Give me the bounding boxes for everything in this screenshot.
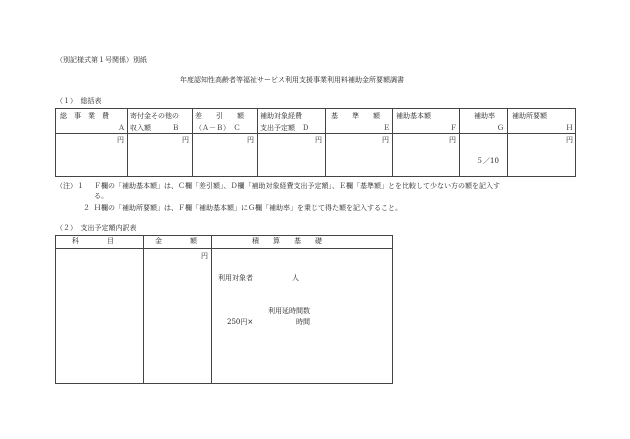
hours-label: 利用延時間数 xyxy=(268,307,310,315)
col-header-basis: 積 算 基 礎 xyxy=(252,237,322,245)
col-header-item: 科 目 xyxy=(72,237,114,245)
unit-base: 円 xyxy=(449,136,456,144)
section1-heading: （１） 総括表 xyxy=(56,97,102,105)
unit-donation: 円 xyxy=(182,136,189,144)
unit-eligible: 円 xyxy=(315,136,322,144)
note1-text-cont: る。 xyxy=(94,192,108,200)
note1-label: （注）１ xyxy=(56,182,84,190)
document-title: 年度認知性高齢者等福祉サービス利用支援事業利用料補助金所要額調書 xyxy=(180,76,404,84)
section2-heading: （２） 支出予定額内訳表 xyxy=(56,224,137,232)
users-label: 利用対象者 xyxy=(218,274,253,282)
note2-text: Ｈ欄の「補助所要額」は、Ｆ欄「補助基本額」にＧ欄「補助率」を乗じて得た額を記入すること。 xyxy=(94,204,402,212)
unit-amount: 円 xyxy=(201,252,208,260)
form-reference: （別記様式第１号関係）別紙 xyxy=(56,56,147,64)
rate-text: 250円× xyxy=(227,318,254,326)
unit-required: 円 xyxy=(566,136,573,144)
hours-unit: 時間 xyxy=(296,318,310,326)
col-header-amount: 金 額 xyxy=(155,237,197,245)
unit-standard: 円 xyxy=(382,136,389,144)
rate-value: ５／10 xyxy=(476,157,499,165)
unit-total: 円 xyxy=(117,136,124,144)
note1-text: Ｆ欄の「補助基本額」は、Ｃ欄「差引額」、Ｄ欄「補助対象経費支出予定額」、Ｅ欄「基準額」とを比較して少ない方の額を記入す xyxy=(94,182,500,190)
unit-difference: 円 xyxy=(247,136,254,144)
users-unit: 人 xyxy=(292,274,299,282)
note2-label: ２ xyxy=(83,204,90,212)
